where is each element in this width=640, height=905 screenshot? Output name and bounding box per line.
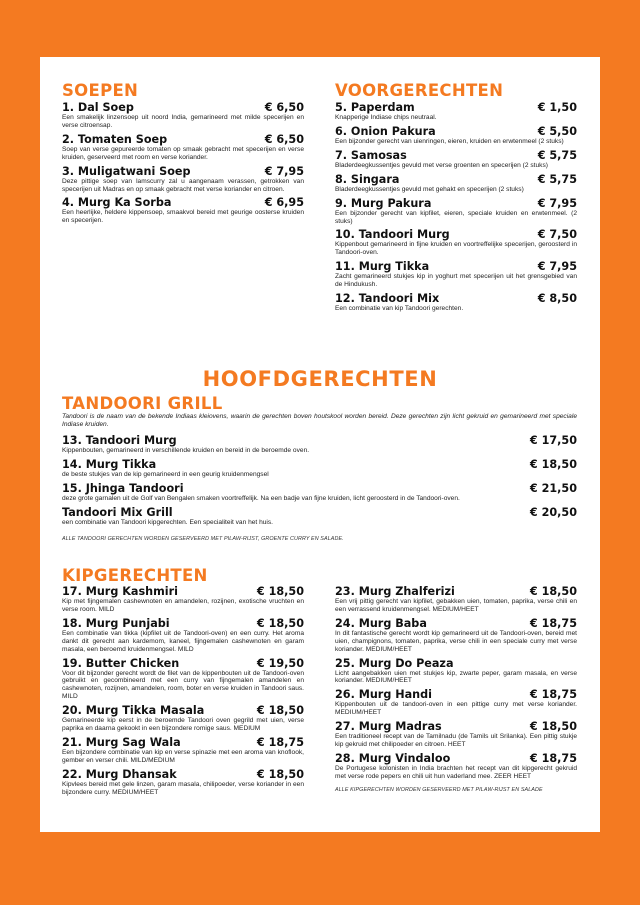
item-name: 25. Murg Do Peaza [335, 656, 454, 670]
item-desc: Gemarineerde kip eerst in de beroemde Tandoori oven gegrild met uien, verse paprika en daarna gekookt in een bijzondere romige saus. MEDIUM [62, 717, 304, 733]
menu-item [335, 752, 577, 781]
item-name: 7. Samosas [335, 148, 407, 162]
tandoori-grill-title: TANDOORI GRILL [62, 394, 223, 413]
menu-item [62, 458, 577, 479]
item-desc: de beste stukjes van de kip gemarineerd in een geurig kruidenmengsel [62, 470, 269, 478]
menu-item [62, 704, 304, 733]
tandoori-grill-list [62, 434, 577, 530]
menu-item [62, 506, 577, 527]
voorgerechten-title: VOORGERECHTEN [335, 81, 504, 100]
item-name: 3. Muligatwani Soep [62, 164, 191, 178]
item-name: 11. Murg Tikka [335, 260, 430, 274]
kipgerechten-title: KIPGERECHTEN [62, 566, 208, 585]
menu-item [335, 260, 577, 289]
item-desc: Licht aangebakken uien met stukjes kip, zwarte peper, garam masala, en verse koriander. MEDIUM/HEET [335, 669, 577, 685]
item-price: € 18,50 [256, 767, 304, 781]
item-name: 17. Murg Kashmiri [62, 585, 178, 598]
item-desc: Kip met fijngemalen cashewnoten en amandelen, rozijnen, exotische vruchten en verse room. MILD [62, 598, 304, 613]
menu-item [62, 196, 304, 225]
menu-item [62, 617, 304, 654]
item-desc: In dit fantastische gerecht wordt kip gemarineerd uit de Tandoori-oven, bereid met uien, champignons, tomaten, paprika, verse chili in een speciale curry met verse koriander. MEDIUM/HEET [335, 629, 577, 653]
item-price: € 7,95 [537, 260, 577, 274]
menu-item [62, 585, 304, 614]
item-desc: deze grote garnalen uit de Golf van Bengalen smaken voortreffelijk. Na een badje van fijne kruiden, licht geroosterd in de Tandoori-oven. [62, 494, 460, 502]
item-name: 27. Murg Madras [335, 720, 442, 734]
item-price: € 18,50 [256, 616, 304, 630]
item-price: € 17,50 [529, 434, 577, 447]
menu-item [335, 585, 577, 614]
item-price: € 18,50 [529, 585, 577, 598]
menu-item [62, 434, 577, 455]
item-desc: Knapperige Indiase chips neutraal. [335, 114, 437, 121]
kipgerechten-note: ALLE KIPGERECHTEN WORDEN GESERVEERD MET PILAW-RIJST EN SALADE [335, 786, 543, 793]
menu-item [335, 173, 577, 194]
item-price: € 5,75 [537, 148, 577, 162]
menu-item [335, 101, 577, 122]
item-name: 15. Jhinga Tandoori [62, 481, 184, 495]
item-desc: Bladerdeegkussentjes gevuld met gehakt en specerijen (2 stuks) [335, 185, 524, 193]
item-name: 13. Tandoori Murg [62, 434, 177, 447]
item-name: 18. Murg Punjabi [62, 616, 170, 630]
menu-item [335, 149, 577, 170]
item-price: € 18,75 [529, 688, 577, 702]
menu-item [62, 768, 304, 797]
item-name: 24. Murg Baba [335, 616, 427, 630]
menu-item [335, 228, 577, 257]
item-price: € 5,75 [537, 172, 577, 186]
item-desc: Een combinatie van tikka (kipfilet uit de Tandoori-oven) en een curry. Het aroma dankt dit gerecht aan kardemom, kaneel, fijngemalen cashewnoten en garam masala, een beroemd kruidenmengsel. MILD [62, 629, 304, 653]
item-price: € 18,50 [256, 704, 304, 718]
item-desc: Kipvlees bereid met gele linzen, garam masala, chilipoeder, verse koriander in een bijzondere curry. MEDIUM/HEET [62, 780, 304, 796]
item-name: 28. Murg Vindaloo [335, 751, 451, 765]
soepen-list [62, 101, 304, 228]
item-desc: Soep van verse gepureerde tomaten op smaak gebracht met specerijen en verse kruiden, geserveerd met room en verse koriander. [62, 145, 304, 161]
item-name: 21. Murg Sag Wala [62, 735, 181, 749]
item-desc: Een vrij pittig gerecht van kipfilet, gebakken uien, tomaten, paprika, verse chili en een verrassend kruidenmengsel. MEDIUM/HEET [335, 598, 577, 613]
item-name: 9. Murg Pakura [335, 196, 432, 210]
item-price: € 6,95 [264, 196, 304, 210]
item-price: € 7,50 [537, 228, 577, 242]
item-name: 5. Paperdam [335, 101, 415, 114]
item-desc: Kippenbout gemarineerd in fijne kruiden en voortreffelijke specerijen, geroosterd in Tandoori-oven. [335, 241, 577, 257]
item-desc: Bladerdeegkussentjes gevuld met verse groenten en specerijen (2 stuks) [335, 161, 548, 169]
tandoori-grill-intro: Tandoori is de naam van de bekende Indiaas kleiovens, waarin de gerechten boven houtskool worden bereid. Deze gerechten zijn licht gekruid en gemarineerd met speciale Indiase kruiden. [62, 413, 577, 428]
menu-item [335, 617, 577, 654]
voorgerechten-list [335, 101, 577, 316]
item-name: 22. Murg Dhansak [62, 767, 177, 781]
menu-item [335, 657, 577, 686]
soepen-title: SOEPEN [62, 81, 139, 100]
item-price: € 18,75 [529, 751, 577, 765]
menu-item [62, 482, 577, 503]
item-price: € 6,50 [264, 132, 304, 146]
item-name: 10. Tandoori Murg [335, 228, 450, 242]
item-price: € 5,50 [537, 124, 577, 138]
item-price: € 20,50 [529, 505, 577, 519]
item-desc: Zacht gemarineerd stukjes kip in yoghurt met specerijen uit het grensgebied van de Hindukush. [335, 273, 577, 289]
menu-item [62, 133, 304, 162]
item-name: 20. Murg Tikka Masala [62, 704, 205, 718]
item-name: 19. Butter Chicken [62, 656, 180, 670]
item-desc: Een bijzondere combinatie van kip en verse spinazie met een aroma van knoflook, gember en verser chili. MILD/MEDIUM [62, 748, 304, 764]
item-desc: Een combinatie van kip Tandoori gerechten. [335, 305, 464, 313]
menu-item [335, 720, 577, 749]
kipgerechten-list-right [335, 585, 577, 794]
item-price: € 21,50 [529, 481, 577, 495]
menu-item [335, 125, 577, 146]
item-desc: Kippenbouten, gemarineerd in verschillende kruiden en bereid in de beroemde oven. [62, 447, 310, 454]
item-desc: Kippenbouten uit de tandoori-oven in een pittige curry met verse koriander. MEDIUM/HEET [335, 701, 577, 717]
menu-item [62, 101, 304, 130]
item-desc: Een heerlijke, heldere kippensoep, smaakvol bereid met geurige oosterse kruiden en specerijen. [62, 209, 304, 225]
item-price: € 18,50 [529, 720, 577, 734]
item-name: 14. Murg Tikka [62, 457, 157, 471]
item-name: Tandoori Mix Grill [62, 505, 173, 519]
menu-page [40, 57, 600, 832]
menu-item [62, 736, 304, 765]
item-price: € 18,50 [529, 457, 577, 471]
menu-item [335, 197, 577, 226]
menu-item [62, 165, 304, 194]
item-name: 4. Murg Ka Sorba [62, 196, 172, 210]
item-name: 1. Dal Soep [62, 101, 134, 114]
item-price: € 18,75 [256, 735, 304, 749]
item-price: € 7,95 [537, 196, 577, 210]
item-desc: Een smakelijk linzensoep uit noord India, gemarineerd met milde specerijen en verse citroensap. [62, 114, 304, 129]
item-name: 26. Murg Handi [335, 688, 432, 702]
item-price: € 19,50 [256, 656, 304, 670]
item-price: € 1,50 [537, 101, 577, 114]
item-name: 12. Tandoori Mix [335, 292, 440, 306]
menu-item [335, 688, 577, 717]
item-name: 2. Tomaten Soep [62, 132, 168, 146]
item-price: € 18,50 [256, 585, 304, 598]
item-desc: Een bijzonder gerecht van uienringen, eieren, kruiden en erwtenmeel (2 stuks) [335, 137, 564, 145]
hoofdgerechten-title: HOOFDGERECHTEN [202, 367, 438, 391]
item-price: € 7,95 [264, 164, 304, 178]
menu-item [335, 292, 577, 313]
item-desc: De Portugese kolonisten in India brachten het recept van dit kipgerecht gekruid met verse rode pepers en chili uit hun vaderland mee. ZEER HEET [335, 764, 577, 780]
item-name: 8. Singara [335, 172, 400, 186]
item-desc: Voor dit bijzonder gerecht wordt de filet van de kippenbouten uit de Tandoori-oven gebruikt en gecombineerd met een curry van fijngemalen amandelen en cashewnoten, rozijnen, amandelen, room, boter en verse kruiden in Tandoori saus. MILD [62, 669, 304, 701]
item-price: € 18,75 [529, 616, 577, 630]
item-price: € 8,50 [537, 292, 577, 306]
item-name: 23. Murg Zhalferizi [335, 585, 455, 598]
item-desc: Een traditioneel recept van de Tamilnadu (de Tamils uit Srilanka). Een pittig stukje kip gekruid met chilipoeder en citroen. HEET [335, 733, 577, 749]
item-name: 6. Onion Pakura [335, 124, 436, 138]
item-desc: een combinatie van Tandoori kipgerechten. Een specialiteit van het huis. [62, 518, 274, 526]
item-desc: Een bijzonder gerecht van kipfilet, eieren, speciale kruiden en erwtenmeel. (2 stuks) [335, 209, 577, 225]
menu-item [62, 657, 304, 702]
item-desc: Deze pittige soep van lamscurry zal u aangenaam verassen, getrokken van specerijen uit Madras en op smaak gebracht met verse koriander en citroen. [62, 177, 304, 193]
item-price: € 6,50 [264, 101, 304, 114]
kipgerechten-list-left [62, 585, 304, 800]
tandoori-grill-note: ALLE TANDOORI GERECHTEN WORDEN GESERVEERD MET PILAW-RIJST, GROENTE CURRY EN SALADE. [62, 536, 344, 542]
